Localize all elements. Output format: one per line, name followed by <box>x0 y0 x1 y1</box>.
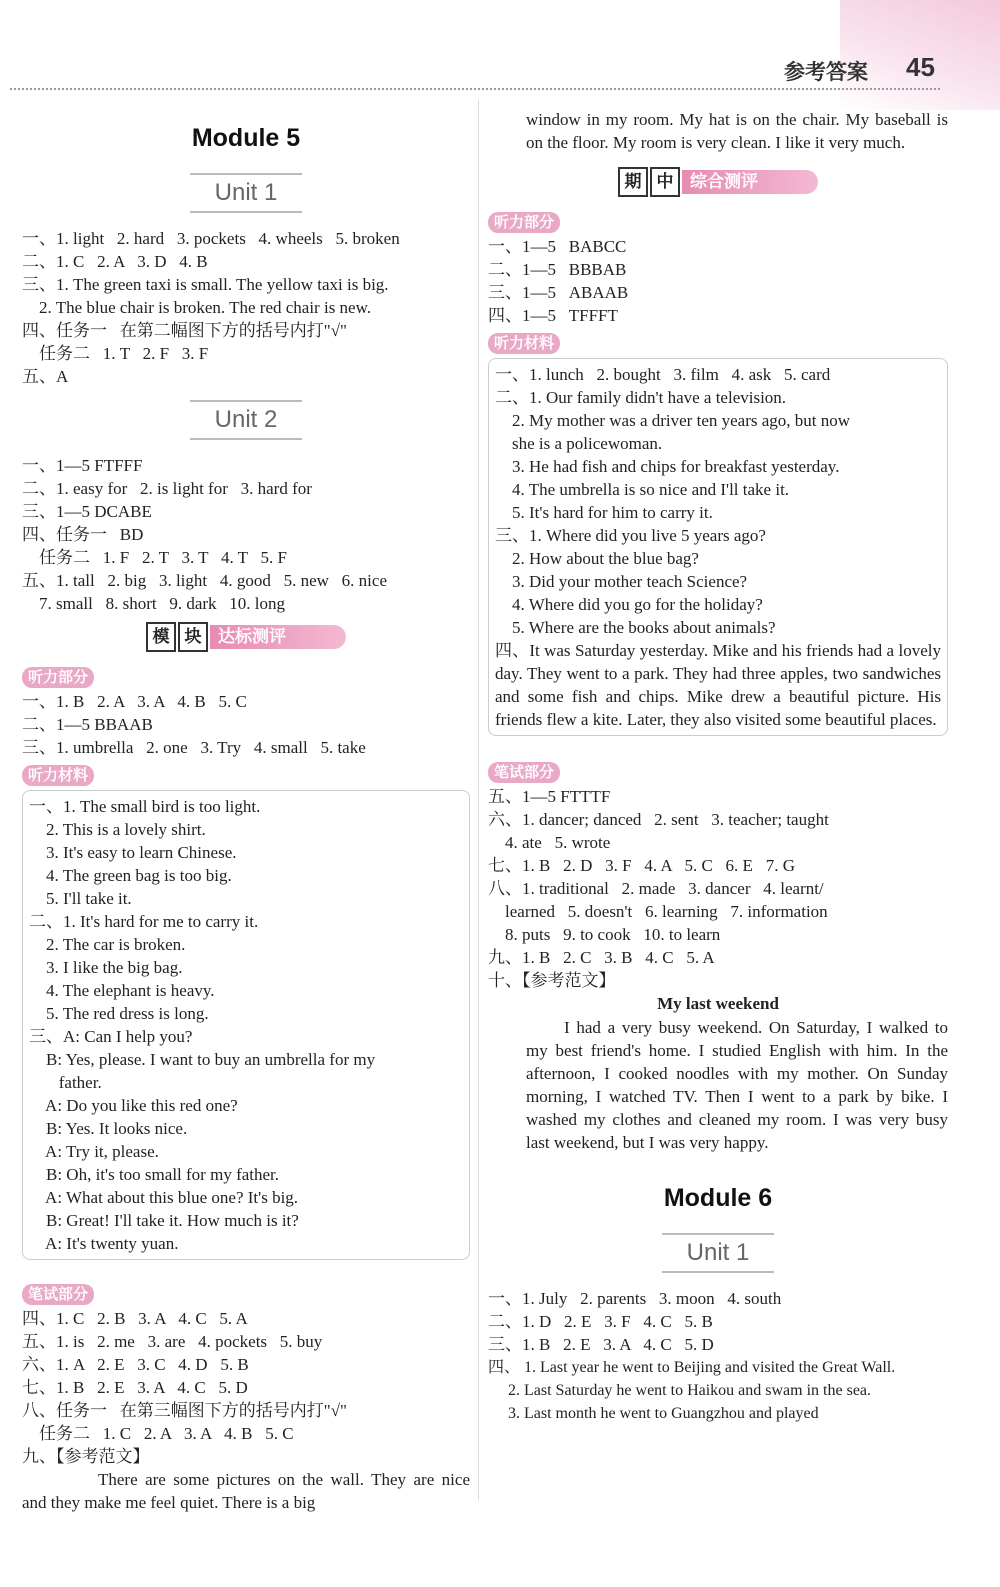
material-line: 5. It's hard for him to carry it. <box>495 503 713 522</box>
sample-essay-text: There are some pictures on the wall. They are nice and they make me feel quiet. There is a big <box>22 1470 470 1512</box>
banner-text: 综合测评 <box>682 170 818 194</box>
written-section-label: 笔试部分 <box>22 1284 94 1305</box>
material-paragraph: 四、It was Saturday yesterday. Mike and his friends had a lovely day. They went to a park. They had three apples, two sandwiches and some fish and chips. Mike drew a beautiful picture. His friends flew a kite. Later, they also visited some beautiful places. <box>495 641 941 729</box>
material-line: 5. The red dress is long. <box>29 1004 209 1023</box>
sample-essay-continued: window in my room. My hat is on the chair. My baseball is on the floor. My room is very clean. I like it very much. <box>526 110 948 152</box>
material-line: 三、A: Can I help you? <box>29 1027 193 1046</box>
material-line: 一、1. lunch 2. bought 3. film 4. ask 5. card <box>495 365 831 384</box>
answer-line: 四、 1. Last year he went to Beijing and visited the Great Wall. <box>488 1359 896 1376</box>
written-section-label: 笔试部分 <box>488 762 560 783</box>
unit-1-heading: Unit 1 <box>662 1233 774 1273</box>
module-6-title: Module 6 <box>663 1184 773 1212</box>
unit1-answers <box>22 227 470 388</box>
banner-char: 模 <box>146 622 176 652</box>
answer-line: 七、1. B 2. E 3. A 4. C 5. D <box>22 1378 248 1397</box>
answer-line: 八、1. traditional 2. made 3. dancer 4. learnt/ <box>488 879 824 898</box>
answer-line: 一、1—5 BABCC <box>488 237 627 256</box>
answer-line: 二、1. D 2. E 3. F 4. C 5. B <box>488 1312 713 1331</box>
answer-line: 五、1. is 2. me 3. are 4. pockets 5. buy <box>22 1332 323 1351</box>
answer-line: 任务二 1. T 2. F 3. F <box>22 344 209 363</box>
answer-line: 4. ate 5. wrote <box>488 833 611 852</box>
unit-1-heading: Unit 1 <box>190 173 302 213</box>
left-column <box>22 100 470 1514</box>
material-line: 2. My mother was a driver ten years ago, but now <box>495 411 851 430</box>
material-line: A: What about this blue one? It's big. <box>29 1188 299 1207</box>
essay-text: I had a very busy weekend. On Saturday, I walked to my best friend's home. I studied English with him. In the afternoon, I cooked noodles with my mother. On Sunday morning, I watched TV. Then I went to a park by bike. I washed my clothes and cleaned my room. I was very busy last weekend, but I was very happy. <box>526 1018 948 1152</box>
answer-line: 三、1. umbrella 2. one 3. Try 4. small 5. take <box>22 738 366 757</box>
answer-line: 五、1. tall 2. big 3. light 4. good 5. new 6. nice <box>22 571 387 590</box>
banner-char: 中 <box>650 167 680 197</box>
page-header <box>0 0 1000 92</box>
listening-section-label: 听力部分 <box>22 667 94 688</box>
module-5-title: Module 5 <box>191 124 301 152</box>
answer-line: 四、任务一 BD <box>22 525 144 544</box>
answer-line: 二、1—5 BBBAB <box>488 260 627 279</box>
header-divider <box>10 88 940 90</box>
listening-material-label: 听力材料 <box>488 333 560 354</box>
answer-line: 九、【参考范文】 <box>22 1447 150 1466</box>
answer-line: 二、1—5 BBAAB <box>22 715 153 734</box>
listening-material-box <box>22 790 470 1260</box>
material-line: 5. I'll take it. <box>29 889 132 908</box>
material-line: 4. The green bag is too big. <box>29 866 232 885</box>
listening-material-label: 听力材料 <box>22 765 94 786</box>
material-line: 3. I like the big bag. <box>29 958 183 977</box>
material-line: 2. The car is broken. <box>29 935 186 954</box>
answer-line: 四、任务一 在第二幅图下方的括号内打"√" <box>22 321 347 340</box>
answer-line: 一、1. light 2. hard 3. pockets 4. wheels 5. broken <box>22 229 400 248</box>
answer-line: 7. small 8. short 9. dark 10. long <box>22 594 286 613</box>
material-line: she is a policewoman. <box>495 434 663 453</box>
listening-section-label: 听力部分 <box>488 212 560 233</box>
answer-line: learned 5. doesn't 6. learning 7. information <box>488 902 828 921</box>
material-line: B: Great! I'll take it. How much is it? <box>29 1211 299 1230</box>
material-line: 4. The umbrella is so nice and I'll take it. <box>495 480 790 499</box>
material-line: 4. The elephant is heavy. <box>29 981 215 1000</box>
banner-text: 达标测评 <box>210 625 346 649</box>
material-line: B: Yes. It looks nice. <box>29 1119 188 1138</box>
material-line: 4. Where did you go for the holiday? <box>495 595 763 614</box>
right-column <box>488 108 948 1425</box>
material-line: 一、1. The small bird is too light. <box>29 797 261 816</box>
answer-line: 8. puts 9. to cook 10. to learn <box>488 925 721 944</box>
answer-line: 三、1. B 2. E 3. A 4. C 5. D <box>488 1335 714 1354</box>
material-line: 二、1. It's hard for me to carry it. <box>29 912 259 931</box>
answer-line: 四、1. C 2. B 3. A 4. C 5. A <box>22 1309 248 1328</box>
answer-line: 三、1—5 DCABE <box>22 502 152 521</box>
answer-line: 六、1. dancer; danced 2. sent 3. teacher; taught <box>488 810 829 829</box>
material-line: 三、1. Where did you live 5 years ago? <box>495 526 766 545</box>
answer-line: 五、A <box>22 367 69 386</box>
answer-line: 三、1. The green taxi is small. The yellow taxi is big. <box>22 275 389 294</box>
material-line: father. <box>29 1073 102 1092</box>
answer-line: 七、1. B 2. D 3. F 4. A 5. C 6. E 7. G <box>488 856 795 875</box>
midterm-test-banner <box>618 168 818 196</box>
unit2-answers <box>22 454 470 615</box>
unit-2-heading: Unit 2 <box>190 400 302 440</box>
material-line: 2. This is a lovely shirt. <box>29 820 206 839</box>
material-line: 5. Where are the books about animals? <box>495 618 776 637</box>
page-number: 45 <box>906 52 935 82</box>
answer-line: 一、1. July 2. parents 3. moon 4. south <box>488 1289 782 1308</box>
answer-line: 任务二 1. F 2. T 3. T 4. T 5. F <box>22 548 287 567</box>
answer-line: 五、1—5 FTTTF <box>488 787 611 806</box>
material-line: 3. He had fish and chips for breakfast yesterday. <box>495 457 840 476</box>
answer-line: 三、1—5 ABAAB <box>488 283 629 302</box>
material-line: 2. How about the blue bag? <box>495 549 699 568</box>
banner-char: 期 <box>618 167 648 197</box>
answer-line: 2. The blue chair is broken. The red chair is new. <box>22 298 372 317</box>
banner-char: 块 <box>178 622 208 652</box>
material-line: 3. It's easy to learn Chinese. <box>29 843 237 862</box>
column-divider <box>478 100 479 1500</box>
material-line: B: Oh, it's too small for my father. <box>29 1165 280 1184</box>
material-line: A: It's twenty yuan. <box>29 1234 179 1253</box>
listening-material-box <box>488 358 948 736</box>
material-line: B: Yes, please. I want to buy an umbrella for my <box>29 1050 376 1069</box>
header-title: 参考答案 <box>784 60 868 84</box>
essay-title: My last weekend <box>657 994 779 1013</box>
material-line: 二、1. Our family didn't have a television. <box>495 388 787 407</box>
answer-line: 六、1. A 2. E 3. C 4. D 5. B <box>22 1355 249 1374</box>
answer-line: 二、1. easy for 2. is light for 3. hard for <box>22 479 312 498</box>
answer-line: 一、1. B 2. A 3. A 4. B 5. C <box>22 692 247 711</box>
answer-line: 九、1. B 2. C 3. B 4. C 5. A <box>488 948 715 967</box>
answer-line: 2. Last Saturday he went to Haikou and swam in the sea. <box>488 1382 872 1399</box>
material-line: 3. Did your mother teach Science? <box>495 572 748 591</box>
answer-line: 二、1. C 2. A 3. D 4. B <box>22 252 208 271</box>
answer-line: 十、【参考范文】 <box>488 971 616 990</box>
material-line: A: Try it, please. <box>29 1142 159 1161</box>
answer-line: 四、1—5 TFFFT <box>488 306 618 325</box>
answer-line: 一、1—5 FTFFF <box>22 456 143 475</box>
answer-line: 3. Last month he went to Guangzhou and played <box>488 1405 819 1422</box>
module-test-banner <box>146 623 346 651</box>
answer-line: 任务二 1. C 2. A 3. A 4. B 5. C <box>22 1424 294 1443</box>
answer-line: 八、任务一 在第三幅图下方的括号内打"√" <box>22 1401 347 1420</box>
material-line: A: Do you like this red one? <box>29 1096 238 1115</box>
